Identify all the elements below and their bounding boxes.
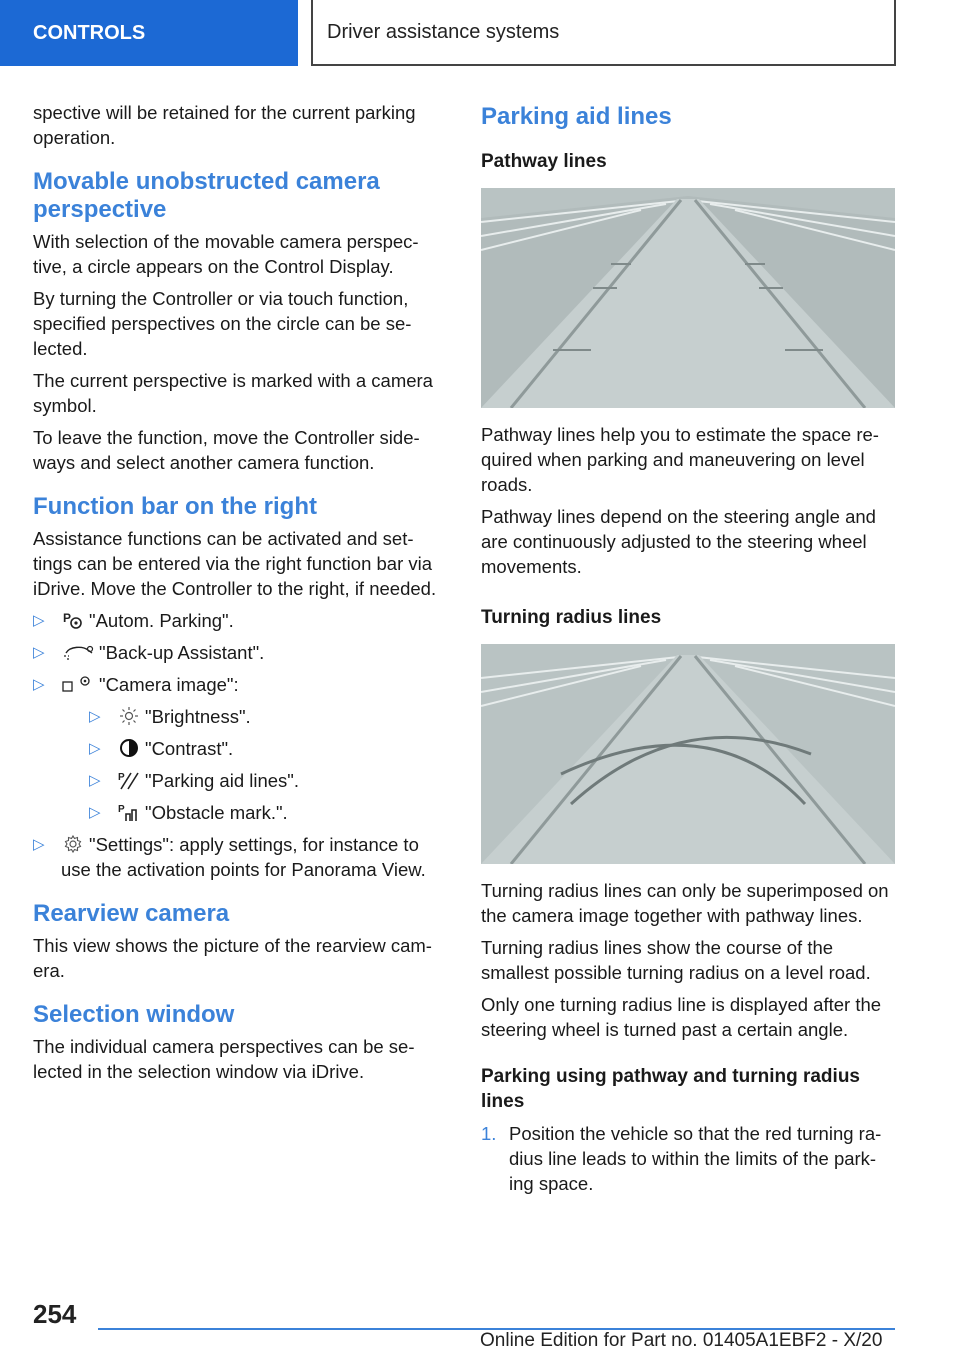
svg-text:P: P xyxy=(63,611,72,625)
page-header xyxy=(0,0,960,66)
chapter-title: Driver assistance systems xyxy=(311,0,896,66)
list-item xyxy=(33,672,448,825)
list-item-text: "Contrast". xyxy=(145,738,234,759)
intro-paragraph: spective will be retained for the current parking operation. xyxy=(33,102,416,148)
selection-heading: Selection window xyxy=(33,1001,235,1028)
function-list xyxy=(33,608,448,882)
camera-image-sublist xyxy=(61,704,448,825)
left-column xyxy=(33,100,448,1091)
bullet-triangle-icon: ▷ xyxy=(89,708,101,725)
movable-heading: Movable unobstructed camera perspective xyxy=(33,168,380,223)
rearview-p1: This view shows the picture of the rearview cam-era. xyxy=(33,935,432,981)
bullet-triangle-icon: ▷ xyxy=(89,772,101,789)
parking-aid-lines-icon xyxy=(117,770,141,790)
list-item xyxy=(61,736,448,761)
function-bar-heading: Function bar on the right xyxy=(33,493,317,520)
turning-p2: Turning radius lines show the course of the smallest possible turning radius on a level road. xyxy=(481,937,871,983)
contrast-icon xyxy=(117,738,141,758)
bullet-triangle-icon: ▷ xyxy=(33,676,45,693)
footer-edition: Online Edition for Part no. 01405A1EBF2 - X/20 xyxy=(480,1330,883,1351)
list-item xyxy=(33,832,448,882)
bullet-triangle-icon: ▷ xyxy=(33,836,45,853)
svg-text:P: P xyxy=(118,772,125,783)
pathway-subheading: Pathway lines xyxy=(481,151,607,172)
section-tab: CONTROLS xyxy=(0,0,298,66)
rearview-heading: Rearview camera xyxy=(33,900,230,927)
movable-p3: The current perspective is marked with a camera symbol. xyxy=(33,370,433,416)
settings-gear-icon xyxy=(61,834,85,854)
movable-p4: To leave the function, move the Controller side-ways and select another camera function. xyxy=(33,427,420,473)
bullet-triangle-icon: ▷ xyxy=(33,644,45,661)
list-item-text: "Autom. Parking". xyxy=(89,610,234,631)
pathway-p2: Pathway lines depend on the steering angle and are continuously adjusted to the steering wheel movements. xyxy=(481,506,876,577)
parking-steps xyxy=(481,1121,895,1196)
parking-using-subheading: Parking using pathway and turning radius lines xyxy=(481,1066,860,1112)
step-number: 1. xyxy=(481,1123,497,1144)
movable-p1: With selection of the movable camera perspec-tive, a circle appears on the Control Display. xyxy=(33,231,419,277)
list-item xyxy=(61,800,448,825)
pathway-lines-illustration xyxy=(481,188,895,408)
list-item xyxy=(61,768,448,793)
list-item-text: "Parking aid lines". xyxy=(145,770,300,791)
list-item-text: "Brightness". xyxy=(145,706,251,727)
turning-radius-illustration xyxy=(481,644,895,864)
selection-p1: The individual camera perspectives can be se-lected in the selection window via iDrive. xyxy=(33,1036,415,1082)
list-item-text: "Camera image": xyxy=(99,674,239,695)
parking-aid-heading: Parking aid lines xyxy=(481,103,672,130)
step-text: Position the vehicle so that the red turning ra-dius line leads to within the limits of the park-ing space. xyxy=(509,1123,882,1194)
turning-p3: Only one turning radius line is displayed after the steering wheel is turned past a certain angle. xyxy=(481,994,882,1040)
function-bar-p1: Assistance functions can be activated and set-tings can be entered via the right function bar via iDrive. Move the Controller to the right, if needed. xyxy=(33,528,437,599)
camera-settings-icon xyxy=(61,674,95,694)
page-number: 254 xyxy=(33,1299,77,1329)
bullet-triangle-icon: ▷ xyxy=(33,612,45,629)
bullet-triangle-icon: ▷ xyxy=(89,804,101,821)
backup-assistant-icon xyxy=(61,642,95,662)
svg-text:P: P xyxy=(118,804,125,815)
list-item-text: "Obstacle mark.". xyxy=(145,802,288,823)
list-item xyxy=(61,704,448,729)
bullet-triangle-icon: ▷ xyxy=(89,740,101,757)
pathway-p1: Pathway lines help you to estimate the space re-quired when parking and maneuvering on level roads. xyxy=(481,424,879,495)
list-item-text: "Back-up Assistant". xyxy=(99,642,265,663)
right-column xyxy=(481,100,895,1196)
turning-p1: Turning radius lines can only be superimposed on the camera image together with pathway lines. xyxy=(481,880,889,926)
list-item xyxy=(33,640,448,665)
obstacle-mark-icon xyxy=(117,802,141,822)
list-item-text: "Settings": apply settings, for instance to use the activation points for Panorama View. xyxy=(61,834,426,880)
list-item xyxy=(481,1121,895,1196)
brightness-icon xyxy=(117,706,141,726)
list-item xyxy=(33,608,448,633)
turning-subheading: Turning radius lines xyxy=(481,607,662,628)
parking-icon xyxy=(61,610,85,630)
movable-p2: By turning the Controller or via touch function, specified perspectives on the circle can be se-lected. xyxy=(33,288,412,359)
